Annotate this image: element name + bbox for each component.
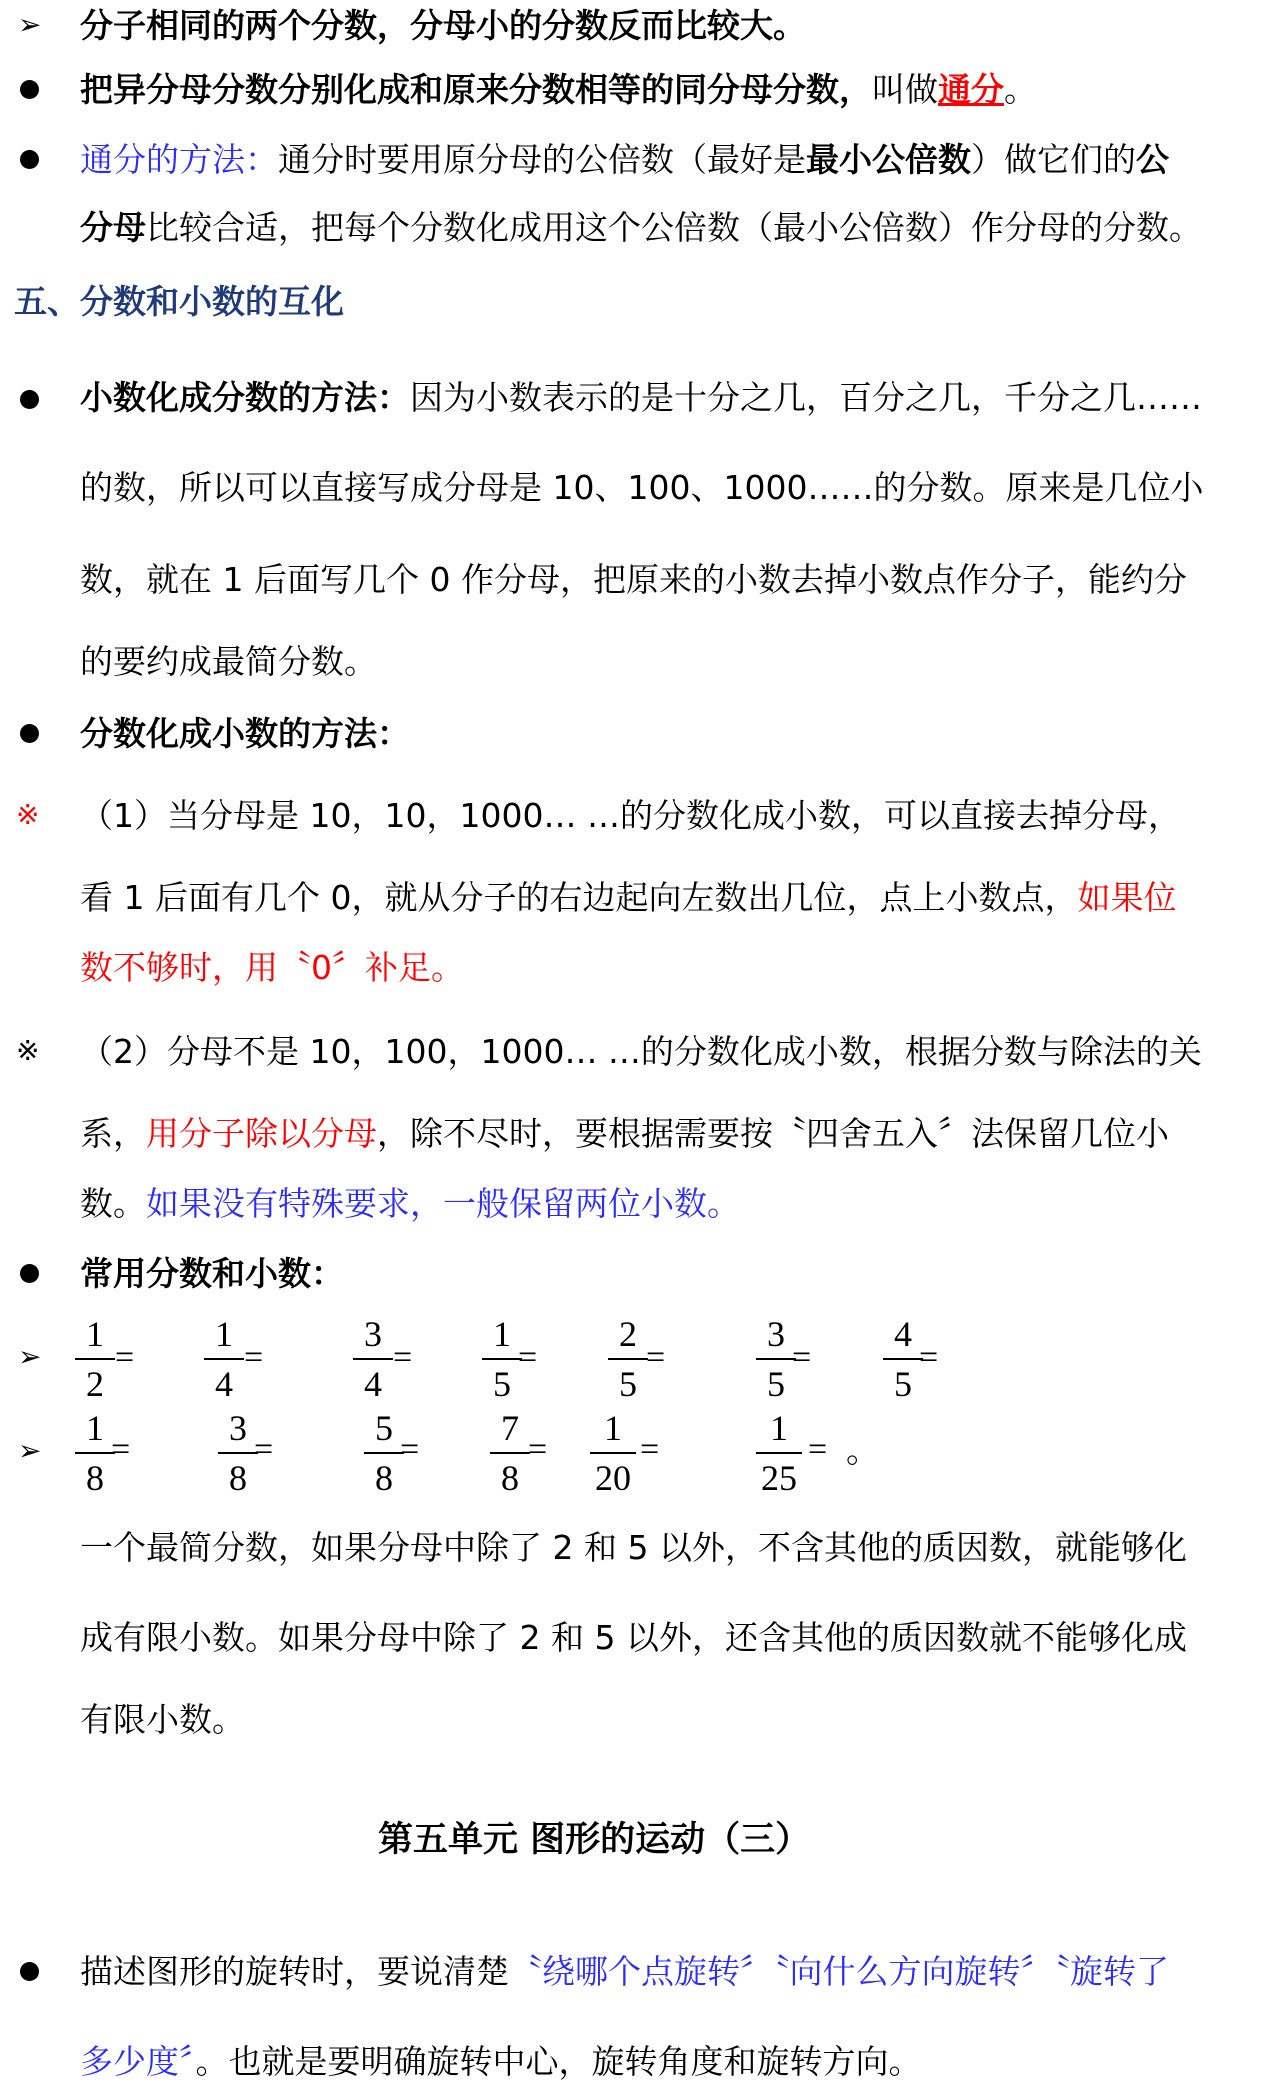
- dec-to-frac-label: 小数化成分数的方法：: [80, 378, 410, 417]
- tongfen-method-line2: 分母比较合适，把每个分数化成用这个公倍数（最小公倍数）作分母的分数。: [80, 208, 1202, 247]
- fraction-3-4: 3 4: [353, 1314, 393, 1404]
- bullet-icon: [20, 1264, 39, 1283]
- fraction-1-20: 1 20: [590, 1408, 636, 1498]
- equals-sign: =: [518, 1339, 538, 1376]
- comparison-note: 分子相同的两个分数，分母小的分数反而比较大。: [80, 6, 806, 45]
- fraction-1-2: 1 2: [75, 1314, 115, 1404]
- tongfen-term: 通分: [938, 70, 1004, 109]
- dec-to-frac-line1: 小数化成分数的方法：因为小数表示的是十分之几，百分之几，千分之几……: [80, 378, 1202, 417]
- fraction-3-5: 3 5: [756, 1314, 796, 1404]
- finite-decimal-line1: 一个最简分数，如果分母中除了 2 和 5 以外，不含其他的质因数，就能够化: [80, 1528, 1187, 1567]
- equals-sign: =: [646, 1339, 666, 1376]
- frac-to-dec-rule2-line1: （2）分母不是 10，100，1000… …的分数化成小数，根据分数与除法的关: [80, 1032, 1202, 1071]
- reference-mark-icon: ※: [16, 798, 40, 831]
- finite-decimal-line2: 成有限小数。如果分母中除了 2 和 5 以外，还含其他的质因数就不能够化成: [80, 1618, 1187, 1657]
- fraction-5-8: 5 8: [364, 1408, 404, 1498]
- rotation-line2: 多少度〞。也就是要明确旋转中心，旋转角度和旋转方向。: [80, 2042, 922, 2081]
- equals-sign: =: [111, 1431, 131, 1468]
- frac-to-dec-label: 分数化成小数的方法：: [80, 714, 410, 753]
- finite-decimal-line3: 有限小数。: [80, 1700, 245, 1739]
- reference-mark-icon: ※: [16, 1034, 40, 1067]
- dec-to-frac-line4: 的要约成最简分数。: [80, 642, 377, 681]
- equals-sign: =: [792, 1339, 812, 1376]
- frac-to-dec-rule2-line2: 系，用分子除以分母，除不尽时，要根据需要按〝四舍五入〞法保留几位小: [80, 1114, 1169, 1153]
- bullet-icon: [20, 390, 39, 409]
- arrow-bullet-icon: ➢: [18, 1434, 42, 1467]
- equals-sign: =: [254, 1431, 274, 1468]
- equals-sign: =: [528, 1431, 548, 1468]
- tongfen-method-label: 通分的方法：: [80, 140, 278, 179]
- unit-5-title: 第五单元 图形的运动（三）: [378, 1820, 811, 1860]
- equals-sign: =: [640, 1431, 660, 1468]
- period-mark: 。: [846, 1433, 880, 1470]
- fraction-1-4: 1 4: [204, 1314, 244, 1404]
- section-5-title: 五、分数和小数的互化: [14, 282, 344, 321]
- frac-to-dec-rule1-line1: （1）当分母是 10，10，1000… …的分数化成小数，可以直接去掉分母，: [80, 796, 1181, 835]
- fraction-1-25: 1 25: [756, 1408, 802, 1498]
- fraction-7-8: 7 8: [490, 1408, 530, 1498]
- equals-sign: =: [808, 1431, 828, 1468]
- dec-to-frac-line3: 数，就在 1 后面写几个 0 作分母，把原来的小数去掉小数点作分子，能约分: [80, 560, 1187, 599]
- fraction-2-5: 2 5: [608, 1314, 648, 1404]
- equals-sign: =: [400, 1431, 420, 1468]
- equals-sign: =: [244, 1339, 264, 1376]
- equals-sign: =: [919, 1339, 939, 1376]
- bullet-icon: [20, 724, 39, 743]
- fraction-4-5: 4 5: [883, 1314, 923, 1404]
- frac-to-dec-rule2-line3: 数。如果没有特殊要求，一般保留两位小数。: [80, 1184, 740, 1223]
- equals-sign: =: [393, 1339, 413, 1376]
- fraction-3-8: 3 8: [218, 1408, 258, 1498]
- dec-to-frac-line2: 的数，所以可以直接写成分母是 10、100、1000……的分数。原来是几位小: [80, 468, 1204, 507]
- arrow-bullet-icon: ➢: [18, 1340, 42, 1373]
- frac-to-dec-rule1-line2: 看 1 后面有几个 0，就从分子的右边起向左数出几位，点上小数点，如果位: [80, 878, 1177, 917]
- rotation-line1: 描述图形的旋转时，要说清楚〝绕哪个点旋转〞〝向什么方向旋转〞〝旋转了: [80, 1952, 1169, 1991]
- frac-to-dec-rule1-line3: 数不够时，用〝0〞补足。: [80, 948, 464, 987]
- fraction-1-8: 1 8: [75, 1408, 115, 1498]
- tongfen-method-line1: 通分的方法：通分时要用原分母的公倍数（最好是最小公倍数）做它们的公: [80, 140, 1169, 179]
- bullet-icon: [20, 1962, 39, 1981]
- common-fractions-label: 常用分数和小数：: [80, 1254, 344, 1293]
- arrow-bullet-icon: ➢: [18, 8, 42, 41]
- fraction-1-5: 1 5: [482, 1314, 522, 1404]
- tongfen-definition: 把异分母分数分别化成和原来分数相等的同分母分数，叫做通分。: [80, 70, 1037, 109]
- bullet-icon: [20, 80, 39, 99]
- equals-sign: =: [115, 1339, 135, 1376]
- bullet-icon: [20, 150, 39, 169]
